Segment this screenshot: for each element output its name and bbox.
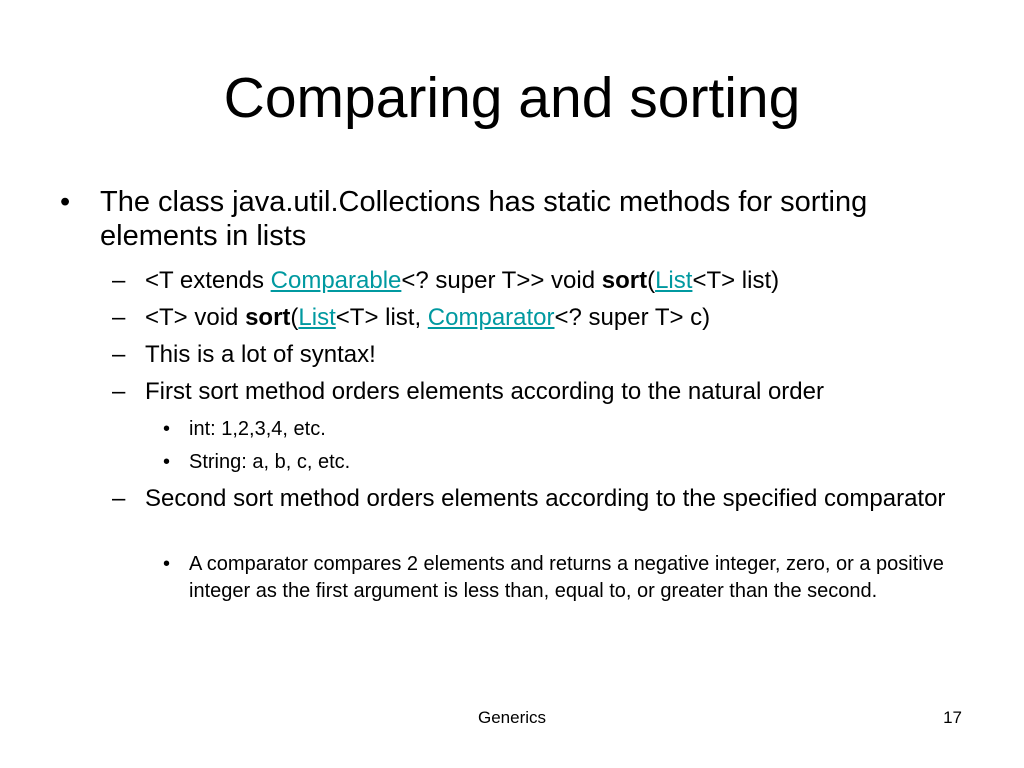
int-example: int: 1,2,3,4, etc. (189, 418, 326, 440)
sig1-text-4: <T> list) (692, 267, 780, 294)
bullet-collections-sorting: The class java.util.Collections has static methods for sorting elements in lists (100, 186, 868, 252)
comparator-note: A comparator compares 2 elements and returns a negative integer, zero, or a positive integer as the first argument is less than, equal to, or greater than the second. (189, 553, 944, 602)
syntax-note: This is a lot of syntax! (145, 341, 376, 368)
bullet-marker: • (163, 451, 171, 473)
dash-marker: – (112, 378, 126, 405)
sig2-text-2: ( (290, 304, 299, 331)
dash-marker: – (112, 267, 126, 294)
sig2-text-1: <T> void (145, 304, 246, 331)
sig1-text-2: <? super T>> void (401, 267, 602, 294)
dash-marker: – (112, 304, 126, 331)
comparable-link[interactable]: Comparable (270, 267, 402, 294)
list-link-1[interactable]: List (655, 267, 693, 294)
dash-marker: – (112, 341, 126, 368)
sig1-text-1: <T extends (145, 267, 271, 294)
footer-topic: Generics (477, 708, 547, 727)
bullet-marker: • (163, 553, 171, 575)
sig2-text-3: <T> list, (335, 304, 428, 331)
first-sort-description: First sort method orders elements according to the natural order (145, 378, 824, 405)
bullet-marker: • (163, 418, 171, 440)
page-number: 17 (943, 708, 962, 727)
sig2-text-4: <? super T> c) (554, 304, 711, 331)
slide-title: Comparing and sorting (223, 66, 801, 130)
bullet-marker: • (60, 186, 71, 218)
list-link-2[interactable]: List (298, 304, 336, 331)
dash-marker: – (112, 485, 126, 512)
sort-signature-comparable (145, 266, 975, 296)
second-sort-description: Second sort method orders elements according to the specified comparator (145, 485, 946, 512)
sig1-sort-keyword: sort (601, 267, 648, 294)
string-example: String: a, b, c, etc. (189, 451, 351, 473)
sig2-sort-keyword: sort (245, 304, 291, 331)
sig1-text-3: ( (647, 267, 656, 294)
sort-signature-comparator (145, 303, 975, 333)
comparator-link[interactable]: Comparator (427, 304, 555, 331)
